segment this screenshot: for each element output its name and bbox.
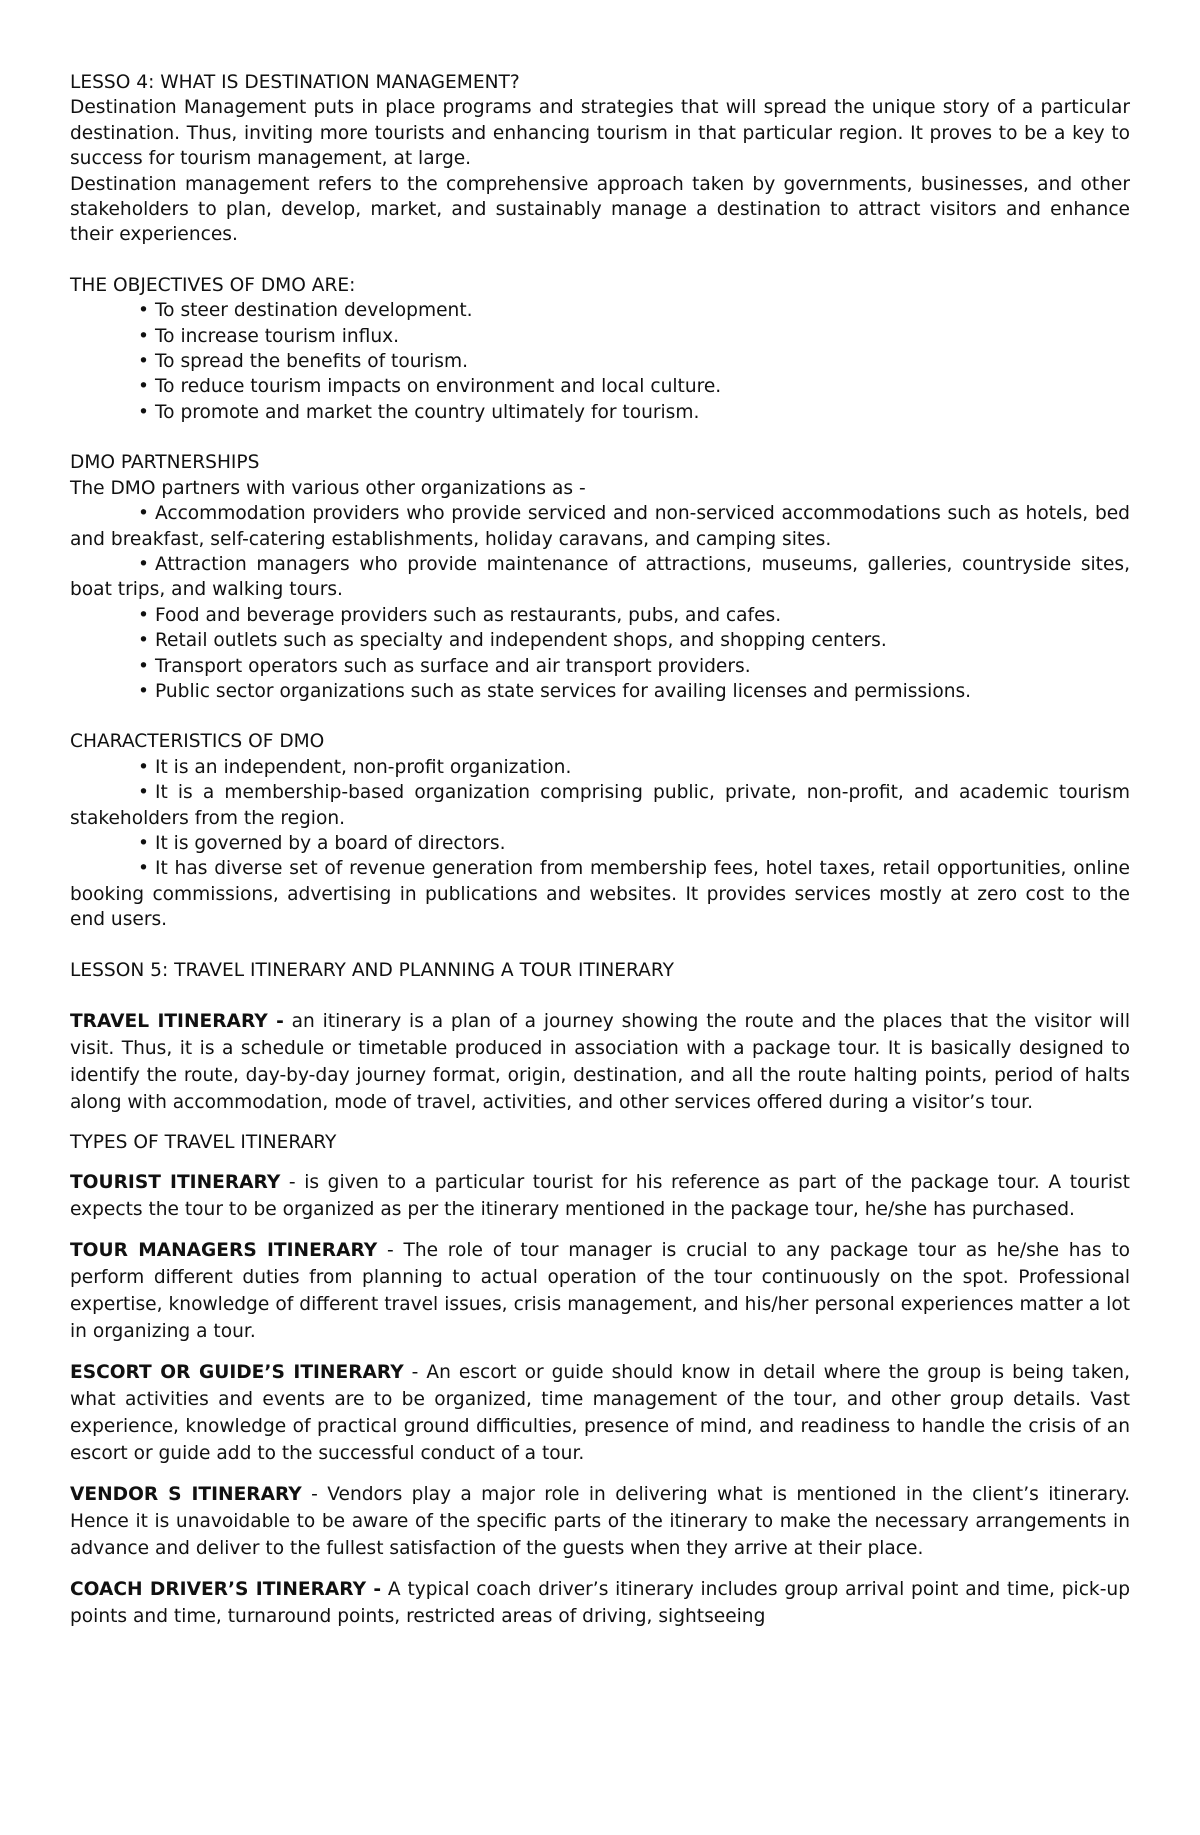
list-item: • To promote and market the country ultimately for tourism. <box>138 401 700 423</box>
characteristics-list <box>70 755 1130 933</box>
definition-text: - is given to a particular tourist for his reference as part of the package tour. A tourist expects the tour to be organized as per the itinerary mentioned in the package tour, he/she has purchased. <box>70 1172 1130 1221</box>
bullet-icon: • <box>138 376 149 398</box>
bullet-icon: • <box>138 782 149 804</box>
coach-driver-itinerary <box>70 1576 1130 1630</box>
objectives-list <box>70 298 1130 425</box>
bullet-icon: • <box>138 325 149 347</box>
definition-text: - An escort or guide should know in detail where the group is being taken, what activities and events are to be organized, time management of the tour, and other group details. Vast experience, knowledge of practical ground difficulties, presence of mind, and readiness to handle the crisis of an escort or guide add to the successful conduct of a tour. <box>70 1362 1130 1465</box>
bullet-icon: • <box>138 503 149 525</box>
list-item: • To increase tourism influx. <box>138 325 400 347</box>
list-item: • To reduce tourism impacts on environment and local culture. <box>138 376 722 398</box>
bullet-icon: • <box>138 858 149 880</box>
bullet-icon: • <box>138 756 149 778</box>
bullet-icon: • <box>138 832 149 854</box>
list-item: • Accommodation providers who provide serviced and non-serviced accommodations such as hotels, bed and breakfast, self-catering establishments, holiday caravans, and camping sites. <box>70 503 1130 550</box>
bullet-icon: • <box>138 351 149 373</box>
list-item: • Food and beverage providers such as restaurants, pubs, and cafes. <box>138 604 782 626</box>
tour-managers-itinerary <box>70 1237 1130 1345</box>
definition-term: TOUR MANAGERS ITINERARY <box>70 1240 378 1262</box>
bullet-icon: • <box>138 604 149 626</box>
list-item: • Public sector organizations such as state services for availing licenses and permissions. <box>138 680 972 702</box>
vendor-itinerary <box>70 1481 1130 1562</box>
partnerships-intro: The DMO partners with various other organizations as - <box>70 477 586 499</box>
list-item: • It is a membership-based organization comprising public, private, non-profit, and academic tourism stakeholders from the region. <box>70 782 1130 829</box>
definition-term: TRAVEL ITINERARY - <box>70 1011 284 1032</box>
types-heading: TYPES OF TRAVEL ITINERARY <box>70 1132 337 1153</box>
partnerships-list <box>70 501 1130 704</box>
travel-itinerary-definition <box>70 1008 1130 1116</box>
lesson4-title: LESSO 4: WHAT IS DESTINATION MANAGEMENT? <box>70 72 520 93</box>
lesson4-paragraph-1: Destination Management puts in place programs and strategies that will spread the unique story of a particular destination. Thus, inviting more tourists and enhancing tourism in that particular region. It proves to be a key to success for tourism management, at large. <box>70 97 1130 170</box>
list-item: • Transport operators such as surface and air transport providers. <box>138 655 751 677</box>
list-item: • It is an independent, non-profit organization. <box>138 756 572 778</box>
lesson5-title: LESSON 5: TRAVEL ITINERARY AND PLANNING A TOUR ITINERARY <box>70 959 674 981</box>
document-page <box>70 70 1130 1630</box>
list-item: • To steer destination development. <box>138 300 473 322</box>
definition-term: VENDOR S ITINERARY <box>70 1484 302 1506</box>
definition-term: COACH DRIVER’S ITINERARY - <box>70 1579 382 1601</box>
list-item: • It is governed by a board of directors. <box>138 832 506 854</box>
definition-term: ESCORT OR GUIDE’S ITINERARY <box>70 1362 404 1384</box>
bullet-icon: • <box>138 680 149 702</box>
bullet-icon: • <box>138 630 149 652</box>
escort-guide-itinerary <box>70 1359 1130 1467</box>
tourist-itinerary <box>70 1169 1130 1223</box>
bullet-icon: • <box>138 553 149 575</box>
definition-text: - Vendors play a major role in delivering what is mentioned in the client’s itinerary. Hence it is unavoidable to be aware of the specific parts of the itinerary to make the necessary arrangements in advance and deliver to the fullest satisfaction of the guests when they arrive at their place. <box>70 1484 1130 1560</box>
objectives-heading: THE OBJECTIVES OF DMO ARE: <box>70 274 356 296</box>
definition-text: A typical coach driver’s itinerary includes group arrival point and time, pick-up points and time, turnaround points, restricted areas of driving, sightseeing <box>70 1579 1130 1628</box>
partnerships-heading: DMO PARTNERSHIPS <box>70 452 260 474</box>
list-item: • Attraction managers who provide maintenance of attractions, museums, galleries, countryside sites, boat trips, and walking tours. <box>70 553 1130 601</box>
definition-term: TOURIST ITINERARY <box>70 1172 281 1194</box>
list-item: • Retail outlets such as specialty and independent shops, and shopping centers. <box>138 630 887 652</box>
list-item: • It has diverse set of revenue generation from membership fees, hotel taxes, retail opportunities, online booking commissions, advertising in publications and websites. It provides services mostly at zero cost to the end users. <box>70 858 1130 931</box>
definition-text: an itinerary is a plan of a journey showing the route and the places that the visitor will visit. Thus, it is a schedule or timetable produced in association with a package tour. It is basically designed to identify the route, day-by-day journey format, origin, destination, and all the route halting points, period of halts along with accommodation, mode of travel, activities, and other services offered during a visitor’s tour. <box>70 1011 1130 1113</box>
characteristics-heading: CHARACTERISTICS OF DMO <box>70 731 325 753</box>
bullet-icon: • <box>138 401 149 423</box>
list-item: • To spread the benefits of tourism. <box>138 351 469 373</box>
bullet-icon: • <box>138 300 149 322</box>
lesson4-paragraph-2: Destination management refers to the comprehensive approach taken by governments, businesses, and other stakeholders to plan, develop, market, and sustainably manage a destination to attract visitors and enhance their experiences. <box>70 173 1130 246</box>
definition-text: - The role of tour manager is crucial to any package tour as he/she has to perform different duties from planning to actual operation of the tour continuously on the spot. Professional expertise, knowledge of different travel issues, crisis management, and his/her personal experiences matter a lot in organizing a tour. <box>70 1240 1131 1343</box>
bullet-icon: • <box>138 655 149 677</box>
